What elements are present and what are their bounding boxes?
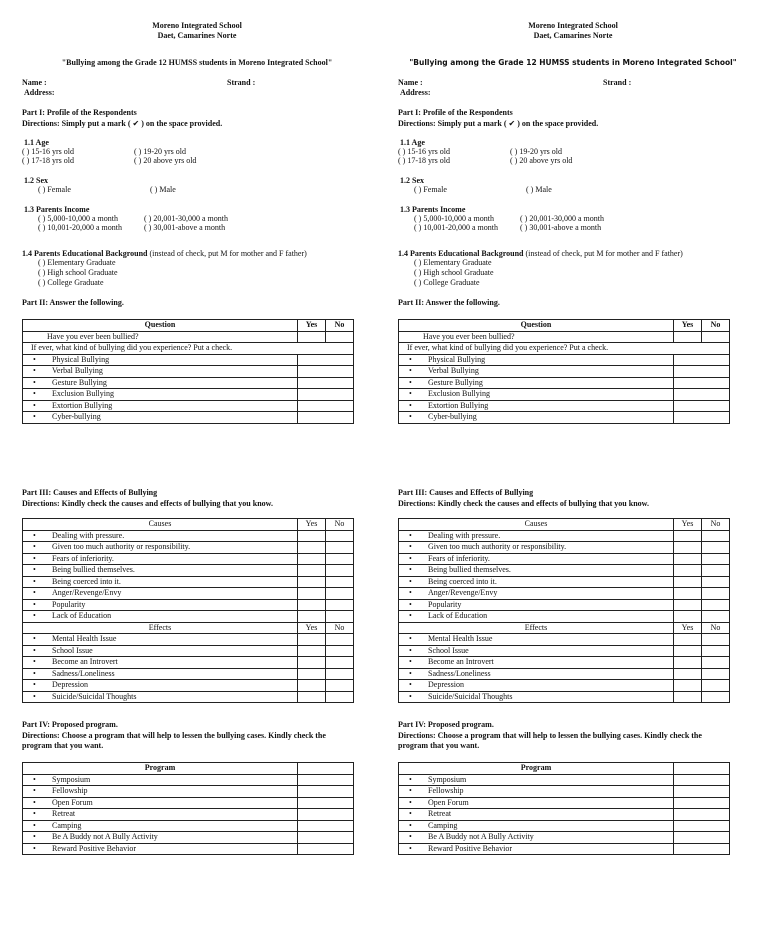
yes-cell[interactable] — [674, 565, 702, 577]
table-row — [399, 786, 730, 798]
program-item: • Fellowship — [23, 786, 298, 798]
part1-directions: Directions: Simply put a mark ( ✔ ) on the space provided. — [398, 119, 599, 128]
table-row — [23, 412, 354, 424]
table-row — [23, 588, 354, 600]
check-cell[interactable] — [674, 377, 730, 389]
table-row — [23, 553, 354, 565]
causes-effects-table — [22, 518, 354, 703]
cause-item: • Being bullied themselves. — [399, 565, 674, 577]
age-option[interactable]: ( ) 15-16 yrs old — [22, 147, 74, 156]
yes-cell[interactable] — [298, 553, 326, 565]
check-cell[interactable] — [298, 389, 354, 401]
no-cell[interactable] — [702, 657, 730, 669]
yes-cell[interactable] — [674, 553, 702, 565]
check-mark-icon: ✔ — [132, 119, 140, 128]
effect-item: • Become an Introvert — [23, 657, 298, 669]
program-item: • Open Forum — [23, 797, 298, 809]
check-cell[interactable] — [298, 412, 354, 424]
school-name: Moreno Integrated School — [528, 21, 618, 30]
table-row — [23, 843, 354, 855]
no-cell[interactable] — [326, 645, 354, 657]
strand-field[interactable]: Strand : — [603, 78, 632, 87]
yes-cell[interactable] — [298, 565, 326, 577]
yes-cell[interactable] — [674, 611, 702, 623]
table-row — [23, 668, 354, 680]
program-item: • Open Forum — [399, 797, 674, 809]
sex-option[interactable]: ( ) Male — [150, 185, 176, 194]
effect-item: • Depression — [23, 680, 298, 692]
table-row — [23, 809, 354, 821]
yes-cell[interactable] — [298, 680, 326, 692]
no-cell[interactable] — [326, 542, 354, 554]
part2-heading: Part II: Answer the following. — [22, 298, 124, 307]
table-row — [23, 645, 354, 657]
program-item: • Be A Buddy not A Bully Activity — [23, 832, 298, 844]
table-row — [23, 542, 354, 554]
table-row — [399, 565, 730, 577]
effect-item: • Depression — [399, 680, 674, 692]
no-cell[interactable] — [702, 680, 730, 692]
check-cell[interactable] — [298, 843, 354, 855]
no-cell[interactable] — [326, 668, 354, 680]
no-cell[interactable] — [702, 565, 730, 577]
sex-option[interactable]: ( ) Female — [38, 185, 71, 194]
no-cell[interactable] — [326, 331, 354, 343]
check-cell[interactable] — [298, 797, 354, 809]
school-address: Daet, Camarines Norte — [157, 31, 237, 40]
bullying-type: • Exclusion Bullying — [23, 389, 298, 401]
bullying-type: • Exclusion Bullying — [399, 389, 674, 401]
table-row — [23, 786, 354, 798]
no-header: No — [702, 622, 730, 634]
income-label: 1.3 Parents Income — [24, 205, 90, 214]
table-row — [23, 389, 354, 401]
check-cell[interactable] — [298, 820, 354, 832]
income-option[interactable]: ( ) 30,001-above a month — [144, 223, 226, 232]
cause-item: • Fears of inferiority. — [23, 553, 298, 565]
cause-item: • Given too much authority or responsibility. — [399, 542, 674, 554]
no-cell[interactable] — [702, 668, 730, 680]
part3-heading: Part III: Causes and Effects of Bullying — [22, 488, 158, 497]
no-cell[interactable] — [326, 565, 354, 577]
table-row — [23, 377, 354, 389]
table-row — [23, 774, 354, 786]
check-cell[interactable] — [674, 354, 730, 366]
check-cell[interactable] — [674, 820, 730, 832]
no-cell[interactable] — [702, 599, 730, 611]
check-cell[interactable] — [298, 366, 354, 378]
education-label: 1.4 Parents Educational Background (instead of check, put M for mother and F father) — [22, 249, 307, 258]
no-cell[interactable] — [326, 680, 354, 692]
table-row — [399, 412, 730, 424]
table-row — [399, 542, 730, 554]
table-row — [399, 389, 730, 401]
yes-cell[interactable] — [298, 599, 326, 611]
check-cell[interactable] — [298, 774, 354, 786]
part1-heading: Part I: Profile of the Respondents — [22, 108, 137, 117]
address-field[interactable]: Address: — [24, 88, 55, 97]
name-field[interactable]: Name : — [22, 78, 47, 87]
causes-effects-table — [398, 518, 730, 703]
sex-option[interactable]: ( ) Male — [526, 185, 552, 194]
no-cell[interactable] — [702, 691, 730, 703]
part3-heading: Part III: Causes and Effects of Bullying — [398, 488, 534, 497]
table-row — [23, 832, 354, 844]
age-option[interactable]: ( ) 15-16 yrs old — [398, 147, 450, 156]
program-item: • Retreat — [23, 809, 298, 821]
check-cell[interactable] — [298, 354, 354, 366]
table-row — [399, 657, 730, 669]
part1-heading: Part I: Profile of the Respondents — [398, 108, 513, 117]
income-option[interactable]: ( ) 10,001-20,000 a month — [414, 223, 498, 232]
part4-directions: Directions: Choose a program that will help to lessen the bullying cases. Kindly check the — [398, 731, 702, 740]
table-row — [23, 611, 354, 623]
no-cell[interactable] — [326, 691, 354, 703]
yes-cell[interactable] — [298, 691, 326, 703]
effect-item: • School Issue — [23, 645, 298, 657]
no-cell[interactable] — [702, 576, 730, 588]
income-option[interactable]: ( ) 5,000-10,000 a month — [38, 214, 118, 223]
check-cell[interactable] — [298, 832, 354, 844]
yes-cell[interactable] — [298, 530, 326, 542]
cause-item: • Lack of Education — [23, 611, 298, 623]
part3-directions: Directions: Kindly check the causes and effects of bullying that you know. — [22, 499, 273, 508]
education-option[interactable]: ( ) College Graduate — [38, 278, 104, 287]
education-option[interactable]: ( ) College Graduate — [414, 278, 480, 287]
check-cell[interactable] — [298, 809, 354, 821]
program-item: • Reward Positive Behavior — [23, 843, 298, 855]
yes-cell[interactable] — [298, 611, 326, 623]
no-cell[interactable] — [702, 634, 730, 646]
table-row — [399, 576, 730, 588]
program-item: • Camping — [23, 820, 298, 832]
no-cell[interactable] — [326, 553, 354, 565]
no-cell[interactable] — [702, 588, 730, 600]
cause-item: • Anger/Revenge/Envy — [23, 588, 298, 600]
no-cell[interactable] — [702, 530, 730, 542]
check-cell[interactable] — [674, 809, 730, 821]
table-row — [399, 843, 730, 855]
table-row — [399, 645, 730, 657]
education-option[interactable]: ( ) Elementary Graduate — [414, 258, 492, 267]
bullying-experience-table — [22, 319, 354, 424]
bullying-type: • Extortion Bullying — [23, 400, 298, 412]
education-option[interactable]: ( ) High school Graduate — [414, 268, 494, 277]
yes-cell[interactable] — [674, 645, 702, 657]
no-cell[interactable] — [702, 553, 730, 565]
survey-copy-left — [22, 0, 372, 932]
table-row — [399, 400, 730, 412]
program-item: • Symposium — [23, 774, 298, 786]
check-cell[interactable] — [674, 412, 730, 424]
cause-item: • Being coerced into it. — [399, 576, 674, 588]
question-text: If ever, what kind of bullying did you experience? Put a check. — [23, 343, 354, 355]
table-row — [23, 657, 354, 669]
question-header: Question — [23, 320, 298, 332]
income-option[interactable]: ( ) 30,001-above a month — [520, 223, 602, 232]
table-row — [399, 530, 730, 542]
age-option[interactable]: ( ) 20 above yrs old — [510, 156, 573, 165]
bullying-type: • Physical Bullying — [399, 354, 674, 366]
table-row — [23, 331, 354, 343]
effect-item: • Mental Health Issue — [399, 634, 674, 646]
yes-header: Yes — [674, 622, 702, 634]
yes-cell[interactable] — [298, 634, 326, 646]
yes-cell[interactable] — [674, 657, 702, 669]
no-cell[interactable] — [702, 542, 730, 554]
table-row — [399, 366, 730, 378]
yes-cell[interactable] — [674, 530, 702, 542]
check-cell[interactable] — [298, 786, 354, 798]
income-option[interactable]: ( ) 20,001-30,000 a month — [144, 214, 228, 223]
table-row — [399, 797, 730, 809]
bullying-type: • Physical Bullying — [23, 354, 298, 366]
program-item: • Symposium — [399, 774, 674, 786]
bullying-type: • Cyber-bullying — [399, 412, 674, 424]
no-header: No — [702, 519, 730, 531]
bullying-experience-table — [398, 319, 730, 424]
bullying-type: • Gesture Bullying — [23, 377, 298, 389]
bullying-type: • Extortion Bullying — [399, 400, 674, 412]
income-option[interactable]: ( ) 5,000-10,000 a month — [414, 214, 494, 223]
part2-heading: Part II: Answer the following. — [398, 298, 500, 307]
education-option[interactable]: ( ) Elementary Graduate — [38, 258, 116, 267]
table-row — [399, 691, 730, 703]
question-header: Question — [399, 320, 674, 332]
no-cell[interactable] — [702, 645, 730, 657]
cause-item: • Being coerced into it. — [23, 576, 298, 588]
program-item: • Fellowship — [399, 786, 674, 798]
no-header: No — [326, 519, 354, 531]
part4-directions: Directions: Choose a program that will help to lessen the bullying cases. Kindly check the — [22, 731, 326, 740]
table-row — [399, 611, 730, 623]
bullying-type: • Verbal Bullying — [399, 366, 674, 378]
check-cell[interactable] — [674, 400, 730, 412]
table-row — [399, 820, 730, 832]
table-row — [23, 797, 354, 809]
yes-header: Yes — [298, 519, 326, 531]
cause-item: • Given too much authority or responsibility. — [23, 542, 298, 554]
table-row — [23, 354, 354, 366]
table-row — [23, 400, 354, 412]
program-item: • Be A Buddy not A Bully Activity — [399, 832, 674, 844]
age-label: 1.1 Age — [400, 138, 425, 147]
effects-header: Effects — [399, 622, 674, 634]
yes-cell[interactable] — [674, 680, 702, 692]
yes-header: Yes — [298, 622, 326, 634]
yes-cell[interactable] — [674, 542, 702, 554]
table-row — [399, 634, 730, 646]
strand-field[interactable]: Strand : — [227, 78, 256, 87]
yes-cell[interactable] — [674, 691, 702, 703]
education-label: 1.4 Parents Educational Background (instead of check, put M for mother and F father) — [398, 249, 683, 258]
table-row — [23, 576, 354, 588]
table-row — [399, 599, 730, 611]
no-cell[interactable] — [326, 530, 354, 542]
causes-header: Causes — [399, 519, 674, 531]
table-row — [399, 774, 730, 786]
no-cell[interactable] — [326, 634, 354, 646]
yes-cell[interactable] — [298, 576, 326, 588]
no-cell[interactable] — [702, 331, 730, 343]
question-text: Have you ever been bullied? — [399, 331, 674, 343]
table-row — [23, 634, 354, 646]
table-row — [23, 530, 354, 542]
effect-item: • School Issue — [399, 645, 674, 657]
table-row — [399, 832, 730, 844]
table-row — [23, 599, 354, 611]
table-row — [399, 354, 730, 366]
cause-item: • Popularity — [399, 599, 674, 611]
no-cell[interactable] — [326, 611, 354, 623]
table-row — [23, 366, 354, 378]
check-cell[interactable] — [674, 832, 730, 844]
causes-header: Causes — [23, 519, 298, 531]
table-row — [399, 680, 730, 692]
check-cell[interactable] — [674, 389, 730, 401]
check-cell[interactable] — [674, 786, 730, 798]
program-item: • Camping — [399, 820, 674, 832]
table-row — [399, 588, 730, 600]
income-label: 1.3 Parents Income — [400, 205, 466, 214]
part3-directions: Directions: Kindly check the causes and effects of bullying that you know. — [398, 499, 649, 508]
table-row — [399, 668, 730, 680]
effect-item: • Sadness/Loneliness — [23, 668, 298, 680]
effects-header: Effects — [23, 622, 298, 634]
table-row — [399, 809, 730, 821]
sex-option[interactable]: ( ) Female — [414, 185, 447, 194]
yes-header: Yes — [674, 519, 702, 531]
no-header: No — [326, 320, 354, 332]
no-cell[interactable] — [326, 588, 354, 600]
income-option[interactable]: ( ) 10,001-20,000 a month — [38, 223, 122, 232]
school-address: Daet, Camarines Norte — [533, 31, 613, 40]
table-row — [399, 343, 730, 355]
program-table — [398, 762, 730, 855]
question-text: Have you ever been bullied? — [23, 331, 298, 343]
age-option[interactable]: ( ) 19-20 yrs old — [134, 147, 186, 156]
yes-cell[interactable] — [298, 331, 326, 343]
no-cell[interactable] — [326, 657, 354, 669]
yes-cell[interactable] — [674, 588, 702, 600]
check-cell[interactable] — [298, 400, 354, 412]
sex-label: 1.2 Sex — [24, 176, 48, 185]
no-header: No — [702, 320, 730, 332]
program-item: • Reward Positive Behavior — [399, 843, 674, 855]
yes-header: Yes — [298, 320, 326, 332]
effect-item: • Mental Health Issue — [23, 634, 298, 646]
check-cell[interactable] — [674, 366, 730, 378]
yes-cell[interactable] — [674, 331, 702, 343]
check-cell[interactable] — [674, 797, 730, 809]
survey-copy-right — [398, 0, 748, 932]
cause-item: • Dealing with pressure. — [399, 530, 674, 542]
check-cell[interactable] — [674, 843, 730, 855]
yes-cell[interactable] — [674, 599, 702, 611]
table-row — [23, 343, 354, 355]
check-cell[interactable] — [674, 774, 730, 786]
yes-cell[interactable] — [674, 668, 702, 680]
yes-cell[interactable] — [298, 657, 326, 669]
yes-cell[interactable] — [298, 588, 326, 600]
table-row — [23, 691, 354, 703]
bullying-type: • Gesture Bullying — [399, 377, 674, 389]
yes-cell[interactable] — [298, 542, 326, 554]
check-cell — [298, 763, 354, 775]
program-header: Program — [399, 763, 674, 775]
table-row — [23, 820, 354, 832]
part4-directions: program that you want. — [22, 741, 104, 750]
question-text: If ever, what kind of bullying did you experience? Put a check. — [399, 343, 730, 355]
age-option[interactable]: ( ) 19-20 yrs old — [510, 147, 562, 156]
age-option[interactable]: ( ) 17-18 yrs old — [398, 156, 450, 165]
table-row — [23, 680, 354, 692]
name-field[interactable]: Name : — [398, 78, 423, 87]
check-cell — [674, 763, 730, 775]
cause-item: • Fears of inferiority. — [399, 553, 674, 565]
yes-cell[interactable] — [674, 576, 702, 588]
effect-item: • Suicide/Suicidal Thoughts — [399, 691, 674, 703]
part1-directions: Directions: Simply put a mark ( ✔ ) on the space provided. — [22, 119, 223, 128]
effect-item: • Become an Introvert — [399, 657, 674, 669]
part4-directions: program that you want. — [398, 741, 480, 750]
no-header: No — [326, 622, 354, 634]
cause-item: • Being bullied themselves. — [23, 565, 298, 577]
program-table — [22, 762, 354, 855]
school-name: Moreno Integrated School — [152, 21, 242, 30]
cause-item: • Popularity — [23, 599, 298, 611]
program-item: • Retreat — [399, 809, 674, 821]
table-row — [399, 553, 730, 565]
part4-heading: Part IV: Proposed program. — [22, 720, 118, 729]
program-header: Program — [23, 763, 298, 775]
part4-heading: Part IV: Proposed program. — [398, 720, 494, 729]
age-option[interactable]: ( ) 17-18 yrs old — [22, 156, 74, 165]
check-mark-icon: ✔ — [508, 119, 516, 128]
effect-item: • Sadness/Loneliness — [399, 668, 674, 680]
yes-cell[interactable] — [674, 634, 702, 646]
yes-cell[interactable] — [298, 645, 326, 657]
survey-title: "Bullying among the Grade 12 HUMSS students in Moreno Integrated School" — [61, 58, 333, 67]
table-row — [399, 377, 730, 389]
bullying-type: • Cyber-bullying — [23, 412, 298, 424]
table-row — [399, 331, 730, 343]
yes-header: Yes — [674, 320, 702, 332]
no-cell[interactable] — [326, 576, 354, 588]
sex-label: 1.2 Sex — [400, 176, 424, 185]
income-option[interactable]: ( ) 20,001-30,000 a month — [520, 214, 604, 223]
effect-item: • Suicide/Suicidal Thoughts — [23, 691, 298, 703]
check-cell[interactable] — [298, 377, 354, 389]
table-row — [23, 565, 354, 577]
age-option[interactable]: ( ) 20 above yrs old — [134, 156, 197, 165]
cause-item: • Anger/Revenge/Envy — [399, 588, 674, 600]
education-option[interactable]: ( ) High school Graduate — [38, 268, 118, 277]
bullying-type: • Verbal Bullying — [23, 366, 298, 378]
no-cell[interactable] — [702, 611, 730, 623]
cause-item: • Dealing with pressure. — [23, 530, 298, 542]
no-cell[interactable] — [326, 599, 354, 611]
age-label: 1.1 Age — [24, 138, 49, 147]
address-field[interactable]: Address: — [400, 88, 431, 97]
yes-cell[interactable] — [298, 668, 326, 680]
survey-title: "Bullying among the Grade 12 HUMSS students in Moreno Integrated School" — [409, 58, 737, 67]
cause-item: • Lack of Education — [399, 611, 674, 623]
